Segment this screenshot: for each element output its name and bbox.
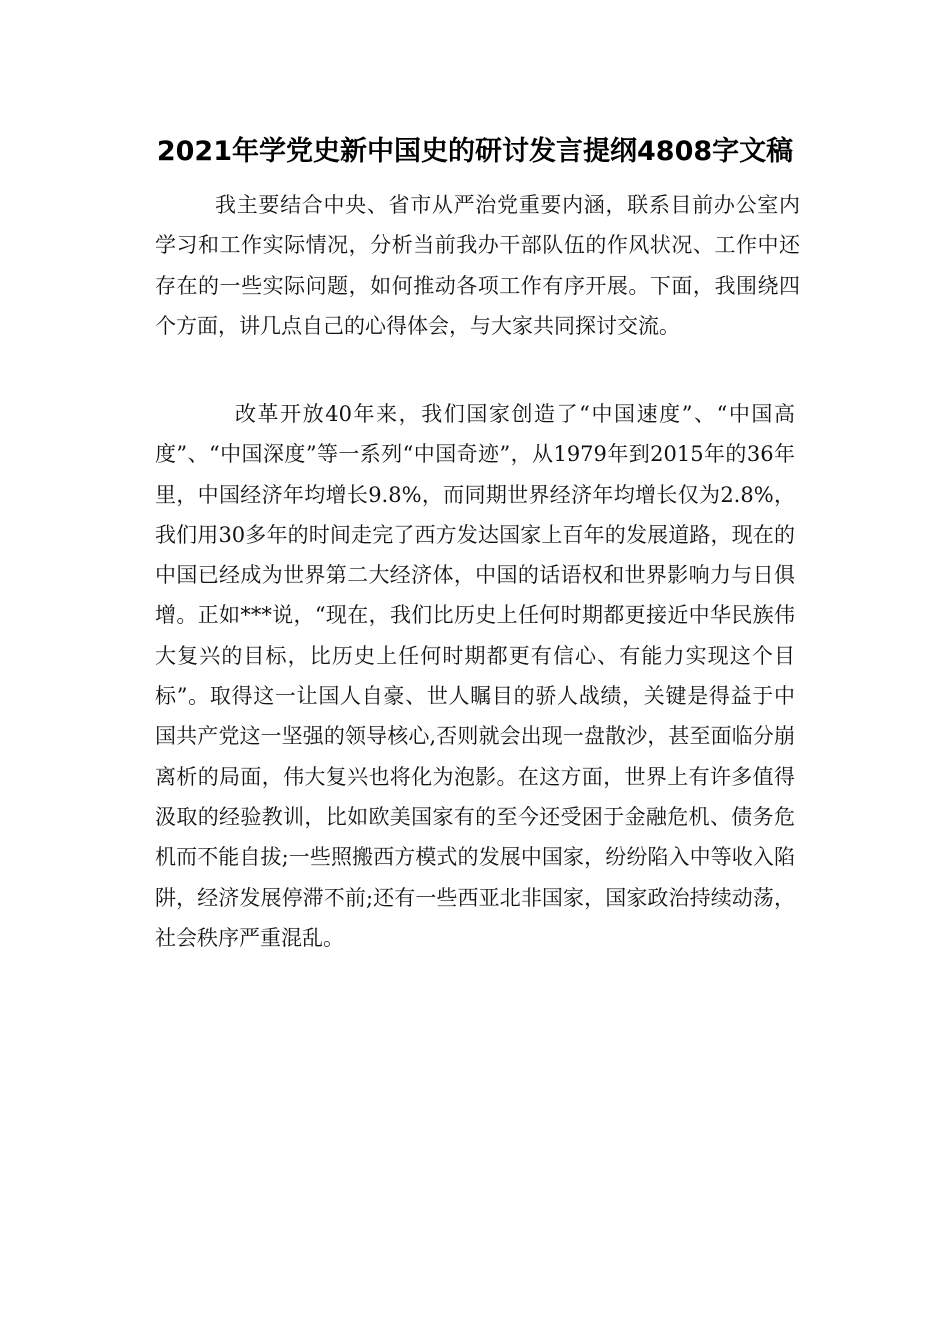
body-paragraph-2: 改革开放40年来，我们国家创造了“中国速度”、“中国高度”、“中国深度”等一系列“中国奇迹”，从1979年到2015年的36年里，中国经济年均增长9.8%，而同期世界经济年均增长仅为2.8%，我们用30多年的时间走完了西方发达国家上百年的发展道路，现在的中国已经成为世界第二大经济体，中国的话语权和世界影响力与日俱增。正如***说，“现在，我们比历史上任何时期都更接近中华民族伟大复兴的目标，比历史上任何时期都更有信心、有能力实现这个目标”。取得这一让国人自豪、世人瞩目的骄人战绩，关键是得益于中国共产党这一坚强的领导核心,否则就会出现一盘散沙，甚至面临分崩离析的局面，伟大复兴也将化为泡影。在这方面，世界上有许多值得汲取的经验教训，比如欧美国家有的至今还受困于金融危机、债务危机而不能自拔;一些照搬西方模式的发展中国家，纷纷陷入中等收入陷阱，经济发展停滞不前;还有一些西亚北非国家，国家政治持续动荡，社会秩序严重混乱。 xyxy=(155,402,795,950)
document-title: 2021年学党史新中国史的研讨发言提纲4808字文稿 xyxy=(156,136,794,167)
body-paragraph-1: 我主要结合中央、省市从严治党重要内涵，联系目前办公室内学习和工作实际情况，分析当前我办干部队伍的作风状况、工作中还存在的一些实际问题，如何推动各项工作有序开展。下面，我围绕四个方面，讲几点自己的心得体会，与大家共同探讨交流。 xyxy=(155,193,800,338)
